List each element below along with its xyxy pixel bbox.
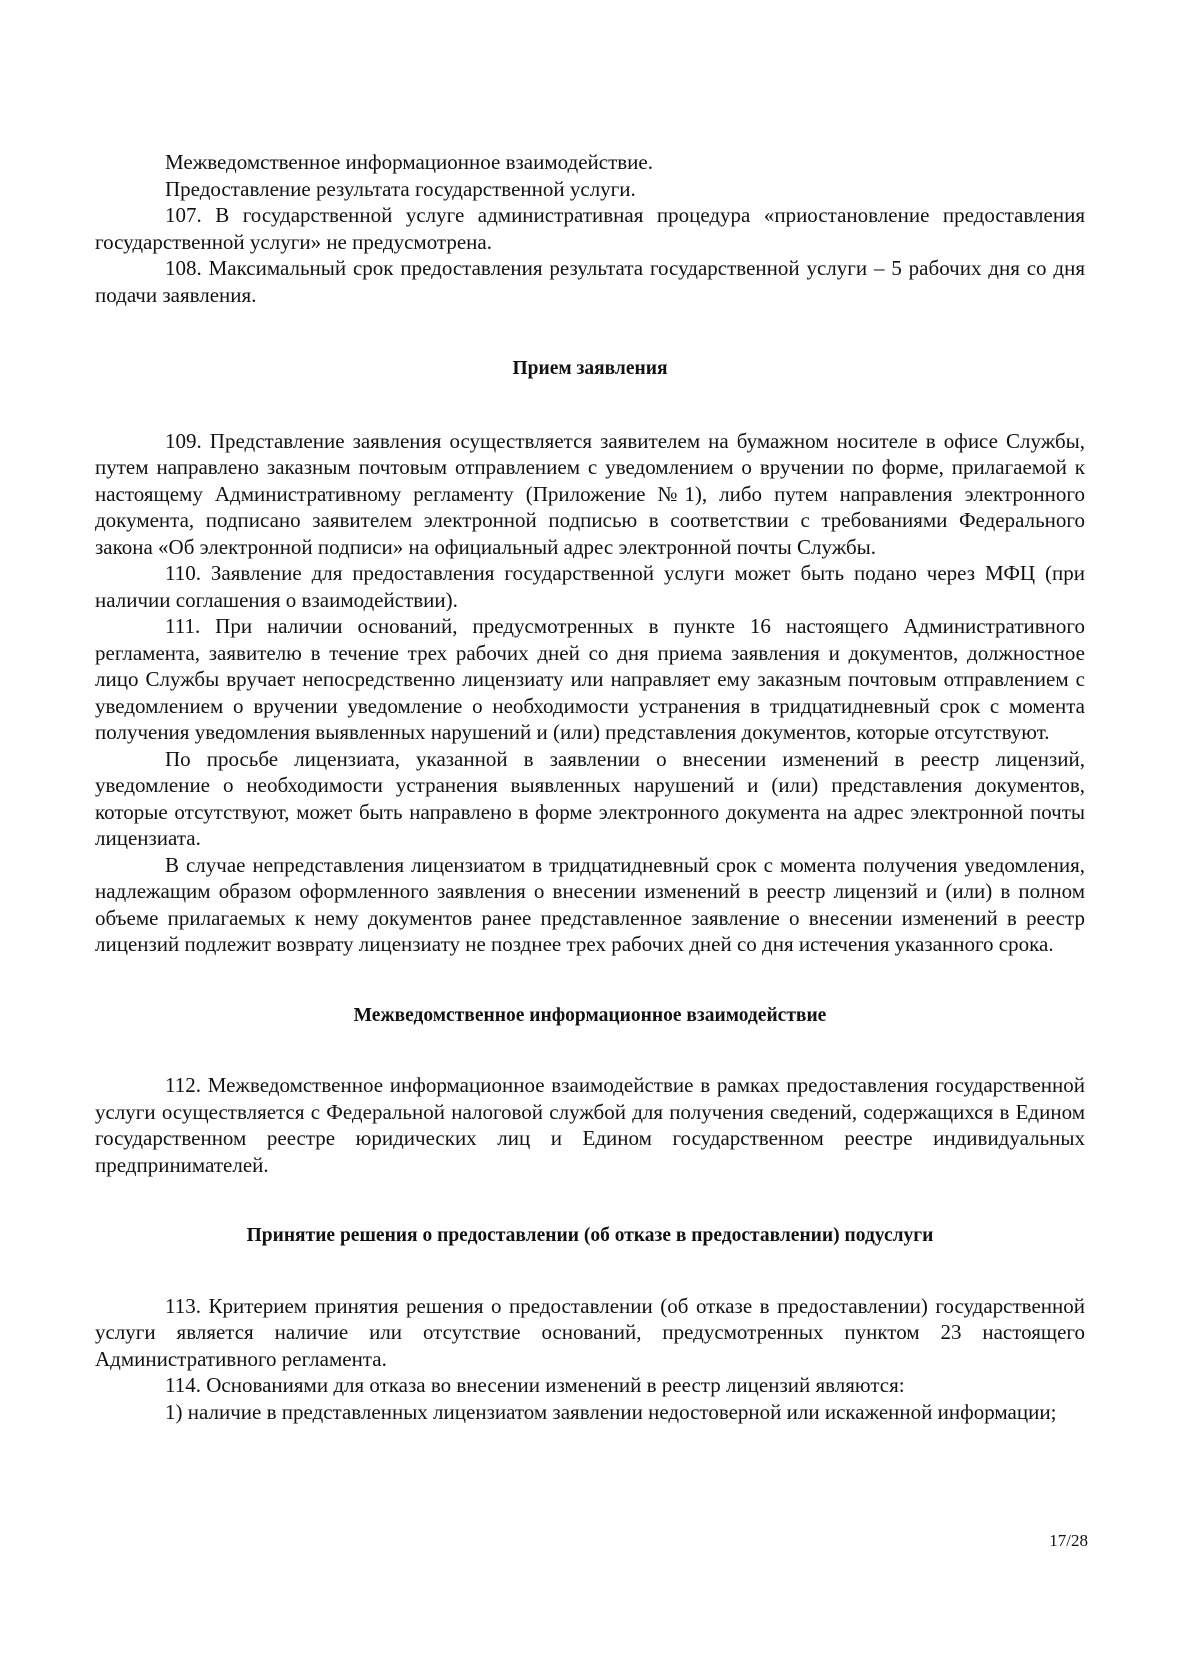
paragraph-112: 112. Межведомственное информационное взаимодействие в рамках предоставления государственной услуги осуществляется с Федеральной налоговой службой для получения сведений, содержащихся в Едином государственном реестре юридических лиц и Едином государственном реестре индивидуальных предпринимателей. (95, 1073, 1085, 1177)
document-body (95, 149, 1085, 1425)
page-number: 17/28 (1049, 1531, 1088, 1550)
paragraph-111: 111. При наличии оснований, предусмотренных в пункте 16 настоящего Административного регламента, заявителю в течение трех рабочих дней со дня приема заявления и документов, должностное лицо Службы вручает непосредственно лицензиату или направляет ему заказным почтовым отправлением с уведомлением о вручении уведомление о необходимости устранения в тридцатидневный срок с момента получения уведомления выявленных нарушений и (или) представления документов, которые отсутствуют. (95, 614, 1085, 744)
intro-line-1: Межведомственное информационное взаимодействие. (165, 150, 653, 174)
paragraph-109: 109. Представление заявления осуществляется заявителем на бумажном носителе в офисе Службы, путем направлено заказным почтовым отправлением с уведомлением о вручении по форме, прилагаемой к настоящему Административному регламенту (Приложение №1), либо путем направления электронного документа, подписано заявителем электронной подписью в соответствии с требованиями Федерального закона «Об электронной подписи» на официальный адрес электронной почты Службы. (95, 428, 1085, 559)
section-heading-prin: Принятие решения о предоставлении (об отказе в предоставлении) подуслуги (246, 1225, 934, 1246)
paragraph-113: 113. Критерием принятия решения о предоставлении (об отказе в предоставлении) государственной услуги является наличие или отсутствие оснований, предусмотренных пунктом 23 настоящего Административного регламента. (95, 1293, 1085, 1371)
paragraph-111-request: По просьбе лицензиата, указанной в заявлении о внесении изменений в реестр лицензий, уведомление о необходимости устранения выявленных нарушений и (или) представления документов, которые отсутствуют, может быть направлено в форме электронного документа на адрес электронной почты лицензиата. (95, 746, 1085, 850)
paragraph-108: 108. Максимальный срок предоставления результата государственной услуги – 5 рабочих дня со дня подачи заявления. (95, 256, 1085, 307)
section-heading-mezh: Межведомственное информационное взаимодействие (353, 1004, 827, 1026)
intro-line-2: Предоставление результата государственной услуги. (165, 176, 636, 201)
section-heading-priem: Прием заявления (512, 358, 668, 379)
paragraph-114: 114. Основаниями для отказа во внесении изменений в реестр лицензий являются: (165, 1373, 905, 1397)
paragraph-114-item-1: 1) наличие в представленных лицензиатом заявлении недостоверной или искаженной информации; (165, 1399, 1057, 1424)
paragraph-107: 107. В государственной услуге административная процедура «приостановление предоставления государственной услуги» не предусмотрена. (95, 203, 1085, 254)
paragraph-110: 110. Заявление для предоставления государственной услуги может быть подано через МФЦ (при наличии соглашения о взаимодействии). (95, 561, 1085, 612)
paragraph-111-failure: В случае непредставления лицензиатом в тридцатидневный срок с момента получения уведомления, надлежащим образом оформленного заявления о внесении изменений в реестр лицензий и (или) в полном объеме прилагаемых к нему документов ранее представленное заявление о внесении изменений в реестр лицензий подлежит возврату лицензиату не позднее трех рабочих дней со дня истечения указанного срока. (95, 852, 1085, 956)
